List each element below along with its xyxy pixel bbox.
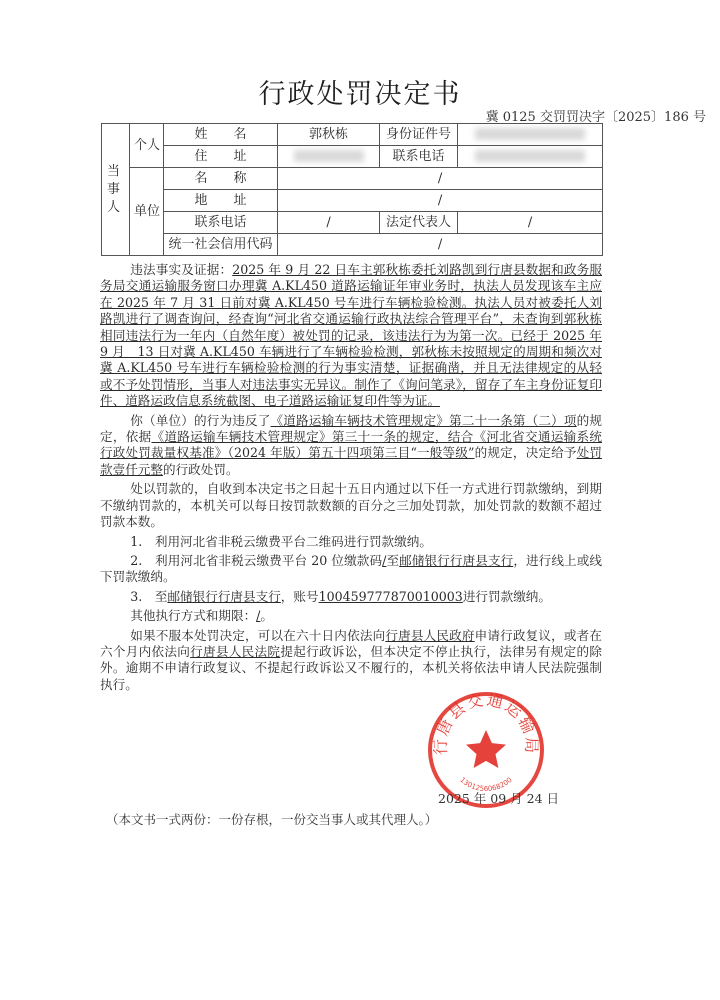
unit-address-value: / [278, 190, 603, 212]
address-value-redacted [278, 146, 380, 168]
legal-rep-label: 法定代表人 [380, 212, 458, 234]
basis-suffix: 的行政处罚。 [162, 461, 239, 477]
party-info-table [101, 123, 603, 256]
individual-label: 个人 [130, 124, 164, 168]
payment-item-1: 1. 利用河北省非税云缴费平台二维码进行罚款缴纳。 [130, 533, 432, 549]
document-number: 冀 0125 交罚罚决字〔2025〕186 号 [485, 110, 706, 125]
name-value: 郭秋栋 [278, 124, 380, 146]
other-suffix: 。 [260, 608, 274, 624]
issue-date: 2025 年 09 月 24 日 [438, 791, 559, 806]
item3-mid: ，账号 [280, 588, 319, 604]
payment-item-2 [100, 553, 602, 586]
item2-suffix: ，进行线上或线下罚款缴纳。 [100, 552, 602, 585]
id-value-redacted [458, 124, 603, 146]
penalty-value: 处罚款壹仟元整 [100, 445, 603, 477]
payment-item-3 [100, 589, 602, 605]
id-label: 身份证件号 [380, 124, 458, 146]
violation-paragraph [100, 413, 602, 479]
unit-phone-value: / [278, 212, 380, 234]
facts-label: 违法事实及证据： [130, 262, 233, 277]
party-group-label: 当事人 [102, 124, 130, 256]
other-execution [100, 608, 602, 624]
credit-code-value: / [278, 234, 603, 256]
document-body [100, 262, 602, 696]
document-title: 行政处罚决定书 [258, 79, 462, 110]
item2-bank: 邮储银行行唐县支行 [399, 552, 514, 568]
item3-suffix: 进行罚款缴纳。 [462, 588, 551, 604]
legal-rep-value: / [458, 212, 603, 234]
appeal-text-1: 如果不服本处罚决定，可以在六十日内依法向 [130, 627, 386, 643]
violation-mid: 的规定，依据 [100, 412, 603, 445]
item3-prefix: 3. 至 [130, 588, 168, 604]
violation-prefix: 你（单位）的行为违反了 [130, 412, 271, 428]
unit-name-value: / [278, 168, 603, 190]
unit-label: 单位 [130, 168, 164, 256]
basis-law: 《道路运输车辆技术管理规定》第三十一条的规定，结合《河北省交通运输系统行政处罚裁量权基准》（2024 年版）第五十四项第三目“一般等级” [100, 429, 603, 461]
facts-text: 2025 年 9 月 22 日车主郭秋栋委托刘路凯到行唐县数据和政务服务局交通运输服务窗口办理冀 A.KL450 道路运输证年审业务时，执法人员发现该车主应在 2025 年 7 月 31 日前对冀 A.KL450 号车进行车辆检验检测。执法人员对被委托人刘路凯进行了调查询问，经查询“河北省交通运输行政执法综合管理平台”，未查询到郭秋栋相同违法行为一年内（自然年度）被处罚的记录，该违法行为为第一次。已经于 2025 年 9 月 13 日对冀 A.KL450 车辆进行了车辆检验检测，郭秋栋未按照规定的周期和频次对冀 A.KL450 号车进行车辆检验检测的行为事实清楚，证据确凿，并且无法律规定的从轻或不予处罚情形，当事人对违法事实无异议。制作了《询问笔录》，留存了车主身份证复印件、道路运政信息系统截图、电子道路运输证复印件等为证。 [100, 262, 602, 409]
other-value: / [256, 608, 261, 624]
unit-address-label: 地 址 [164, 190, 278, 212]
document-footnote: （本文书一式两份：一份存根，一份交当事人或其代理人。） [106, 812, 438, 827]
appeal-paragraph [100, 628, 602, 694]
appeal-text-3: 提起行政诉讼，但本决定不停止执行，法律另有规定的除外。逾期不申请行政复议、不提起行政诉讼又不履行的，本机关将依法申请人民法院强制执行。 [100, 643, 603, 692]
item2-mid: 至 [386, 552, 400, 568]
item2-prefix: 2. 利用河北省非税云缴费平台 20 位缴款码 [130, 552, 383, 568]
name-label: 姓 名 [164, 124, 278, 146]
phone-label: 联系电话 [380, 146, 458, 168]
appeal-court: 行唐县人民法院 [190, 643, 281, 659]
facts-paragraph [100, 262, 602, 410]
unit-phone-label: 联系电话 [164, 212, 278, 234]
appeal-text-2: 申请行政复议，或者在六个月内依法向 [100, 627, 603, 659]
payment-paragraph: 处以罚款的，自收到本决定书之日起十五日内通过以下任一方式进行罚款缴纳，到期不缴纳罚款的，本机关可以每日按罚款数额的百分之三加处罚款，加处罚款的数额不超过罚款本数。 [100, 481, 602, 530]
seal-org-text: 行唐县交通运输局 [430, 690, 542, 756]
seal-serial: 1301256068200 [458, 775, 514, 794]
basis-mid: 的规定，决定给予 [474, 445, 577, 461]
appeal-government: 行唐县人民政府 [385, 627, 475, 643]
item2-code: / [382, 552, 387, 568]
unit-name-label: 名 称 [164, 168, 278, 190]
item3-bank: 邮储银行行唐县支行 [167, 588, 281, 604]
violation-law: 《道路运输车辆技术管理规定》第二十一条第（二）项 [270, 412, 577, 428]
phone-value-redacted [458, 146, 603, 168]
address-label: 住 址 [164, 146, 278, 168]
seal-star-icon [466, 730, 506, 768]
item3-account: 100459777870010003 [318, 588, 463, 604]
credit-code-label: 统一社会信用代码 [164, 234, 278, 256]
other-prefix: 其他执行方式和期限： [130, 608, 257, 624]
